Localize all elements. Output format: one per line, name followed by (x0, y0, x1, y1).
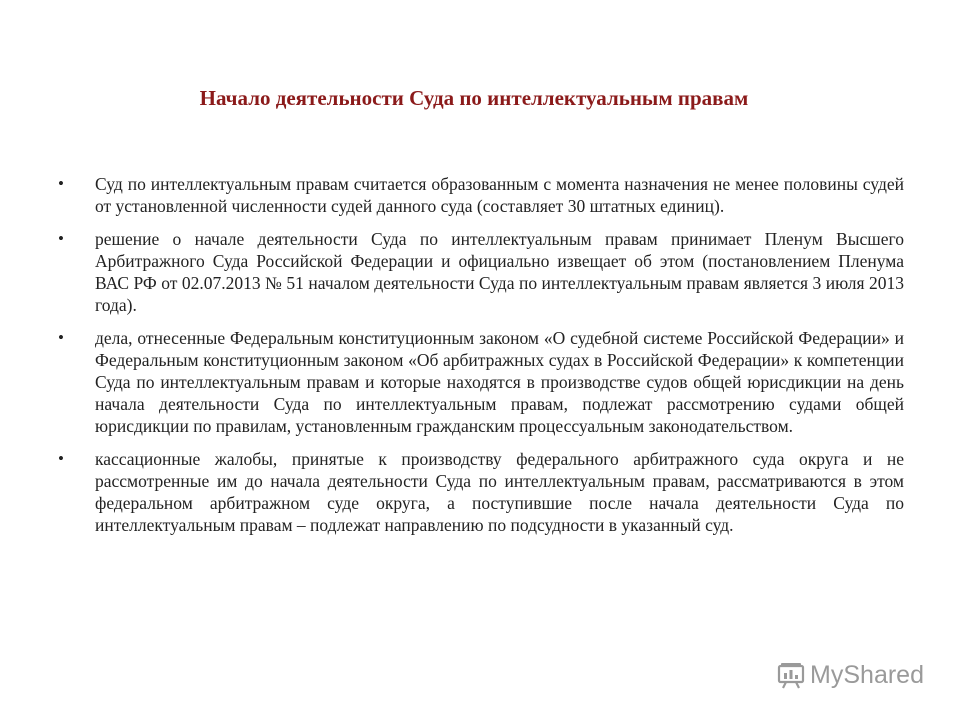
bullet-text: Суд по интеллектуальным правам считается образованным с момента назначения не менее половины судей от установленной численности судей данного суда (составляет 30 штатных единиц). (95, 174, 904, 216)
bullet-text: кассационные жалобы, принятые к производству федерального арбитражного суда округа и не рассмотренные им до начала деятельности Суда по интеллектуальным правам, рассматриваются в этом федеральном арбитражном суде округа, а поступившие после начала деятельности Суда по интеллектуальным правам – подлежат направлению по подсудности в указанный суд. (95, 449, 904, 535)
bullet-item (58, 448, 904, 536)
bullet-item (58, 228, 904, 316)
bullet-text: дела, отнесенные Федеральным конституционным законом «О судебной системе Российской Федерации» и Федеральным конституционным законом «Об арбитражных судах в Российской Федерации» к компетенции Суда по интеллектуальным правам и которые находятся в производстве судов общей юрисдикции на день начала деятельности Суда по интеллектуальным правам, подлежат рассмотрению судами общей юрисдикции по правилам, установленным гражданским процессуальным законодательством. (95, 328, 904, 436)
bullet-mark: • (58, 229, 64, 248)
slide-title: Начало деятельности Суда по интеллектуальным правам (199, 86, 749, 110)
bullet-list (58, 173, 904, 547)
bullet-mark: • (58, 328, 64, 347)
bullet-mark: • (58, 174, 64, 193)
bullet-mark: • (58, 449, 64, 468)
watermark-text: MyShared (810, 660, 924, 689)
bullet-item (58, 327, 904, 437)
myshared-watermark[interactable] (776, 660, 924, 690)
bullet-text: решение о начале деятельности Суда по интеллектуальным правам принимает Пленум Высшего Арбитражного Суда Российской Федерации и официально извещает об этом (постановлением Пленума ВАС РФ от 02.07.2013 № 51 началом деятельности Суда по интеллектуальным правам является 3 июля 2013 года). (95, 229, 904, 315)
presentation-board-icon (776, 660, 806, 690)
bullet-item (58, 173, 904, 217)
